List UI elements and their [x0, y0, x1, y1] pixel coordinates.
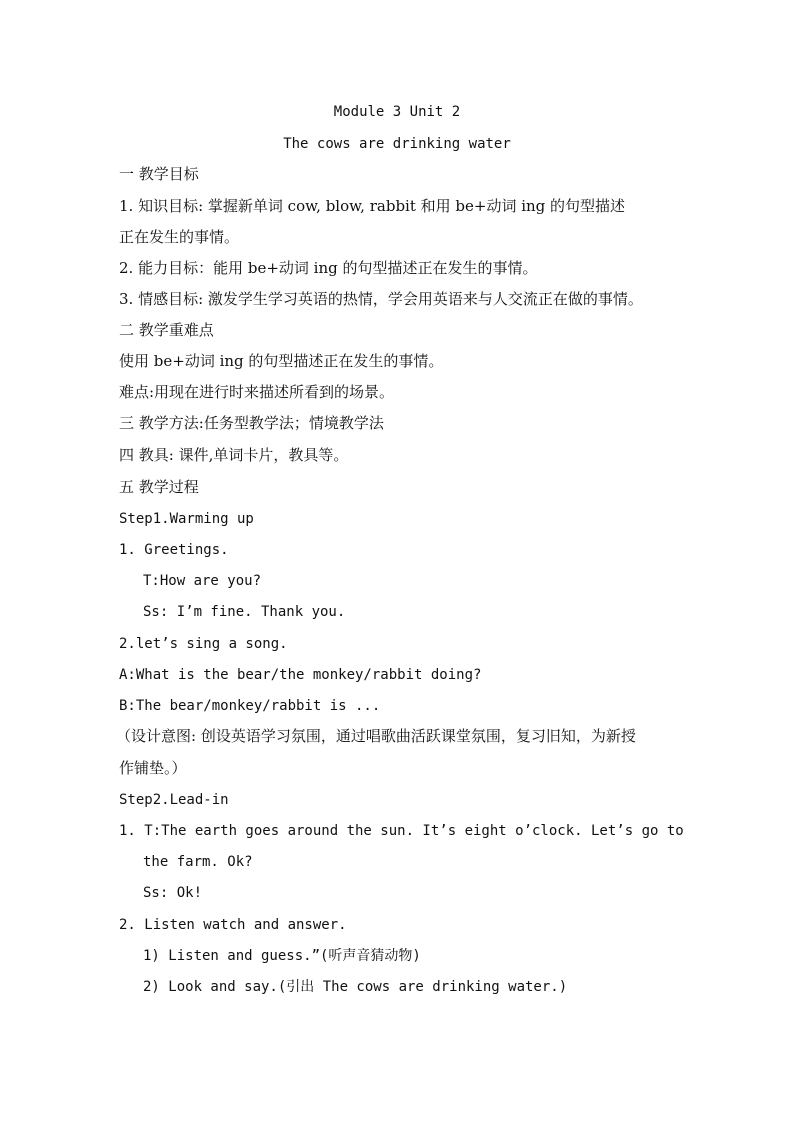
- difficult-point: 难点:用现在进行时来描述所看到的场景。: [119, 383, 395, 401]
- doc-subtitle: The cows are drinking water: [283, 136, 511, 152]
- section-aids: 四 教具: 课件,单词卡片，教具等。: [119, 446, 349, 464]
- greetings-students: Ss: I’m fine. Thank you.: [143, 604, 346, 620]
- lead-in-1-cont: the farm. Ok?: [143, 854, 253, 870]
- section-methods: 三 教学方法:任务型教学法；情境教学法: [119, 414, 384, 432]
- greetings: 1. Greetings.: [119, 542, 229, 558]
- lead-in-2: 2. Listen watch and answer.: [119, 917, 347, 933]
- doc-title: Module 3 Unit 2: [333, 104, 461, 120]
- objective-emotion: 3. 情感目标: 激发学生学习英语的热情，学会用英语来与人交流正在做的事情。: [119, 290, 643, 308]
- section-heading-objectives: 一 教学目标: [119, 165, 199, 183]
- lead-in-2-look: 2) Look and say.(引出 The cows are drinking water.): [143, 979, 568, 995]
- objective-knowledge: 1. 知识目标: 掌握新单词 cow, blow, rabbit 和用 be+动词 ing 的句型描述: [119, 197, 626, 215]
- lead-in-2-listen: 1) Listen and guess.”(听声音猜动物): [143, 948, 421, 964]
- sing-answer: B:The bear/monkey/rabbit is ...: [119, 698, 381, 714]
- objective-knowledge-cont: 正在发生的事情。: [119, 228, 240, 246]
- lead-in-students: Ss: Ok!: [143, 885, 203, 901]
- sing-song: 2.let’s sing a song.: [119, 636, 288, 652]
- key-point: 使用 be+动词 ing 的句型描述正在发生的事情。: [119, 352, 444, 370]
- section-heading-key-points: 二 教学重难点: [119, 321, 214, 339]
- objective-ability: 2. 能力目标：能用 be+动词 ing 的句型描述正在发生的事情。: [119, 259, 538, 277]
- lead-in-1: 1. T:The earth goes around the sun. It’s eight o’clock. Let’s go to: [119, 823, 684, 839]
- step2-heading: Step2.Lead-in: [119, 792, 229, 808]
- step1-heading: Step1.Warming up: [119, 511, 254, 527]
- section-heading-process: 五 教学过程: [119, 478, 199, 496]
- greetings-teacher: T:How are you?: [143, 573, 262, 589]
- design-intent: （设计意图: 创设英语学习氛围，通过唱歌曲活跃课堂氛围，复习旧知，为新授: [116, 727, 636, 745]
- sing-question: A:What is the bear/the monkey/rabbit doing?: [119, 667, 482, 683]
- design-intent-cont: 作铺垫。）: [119, 759, 187, 777]
